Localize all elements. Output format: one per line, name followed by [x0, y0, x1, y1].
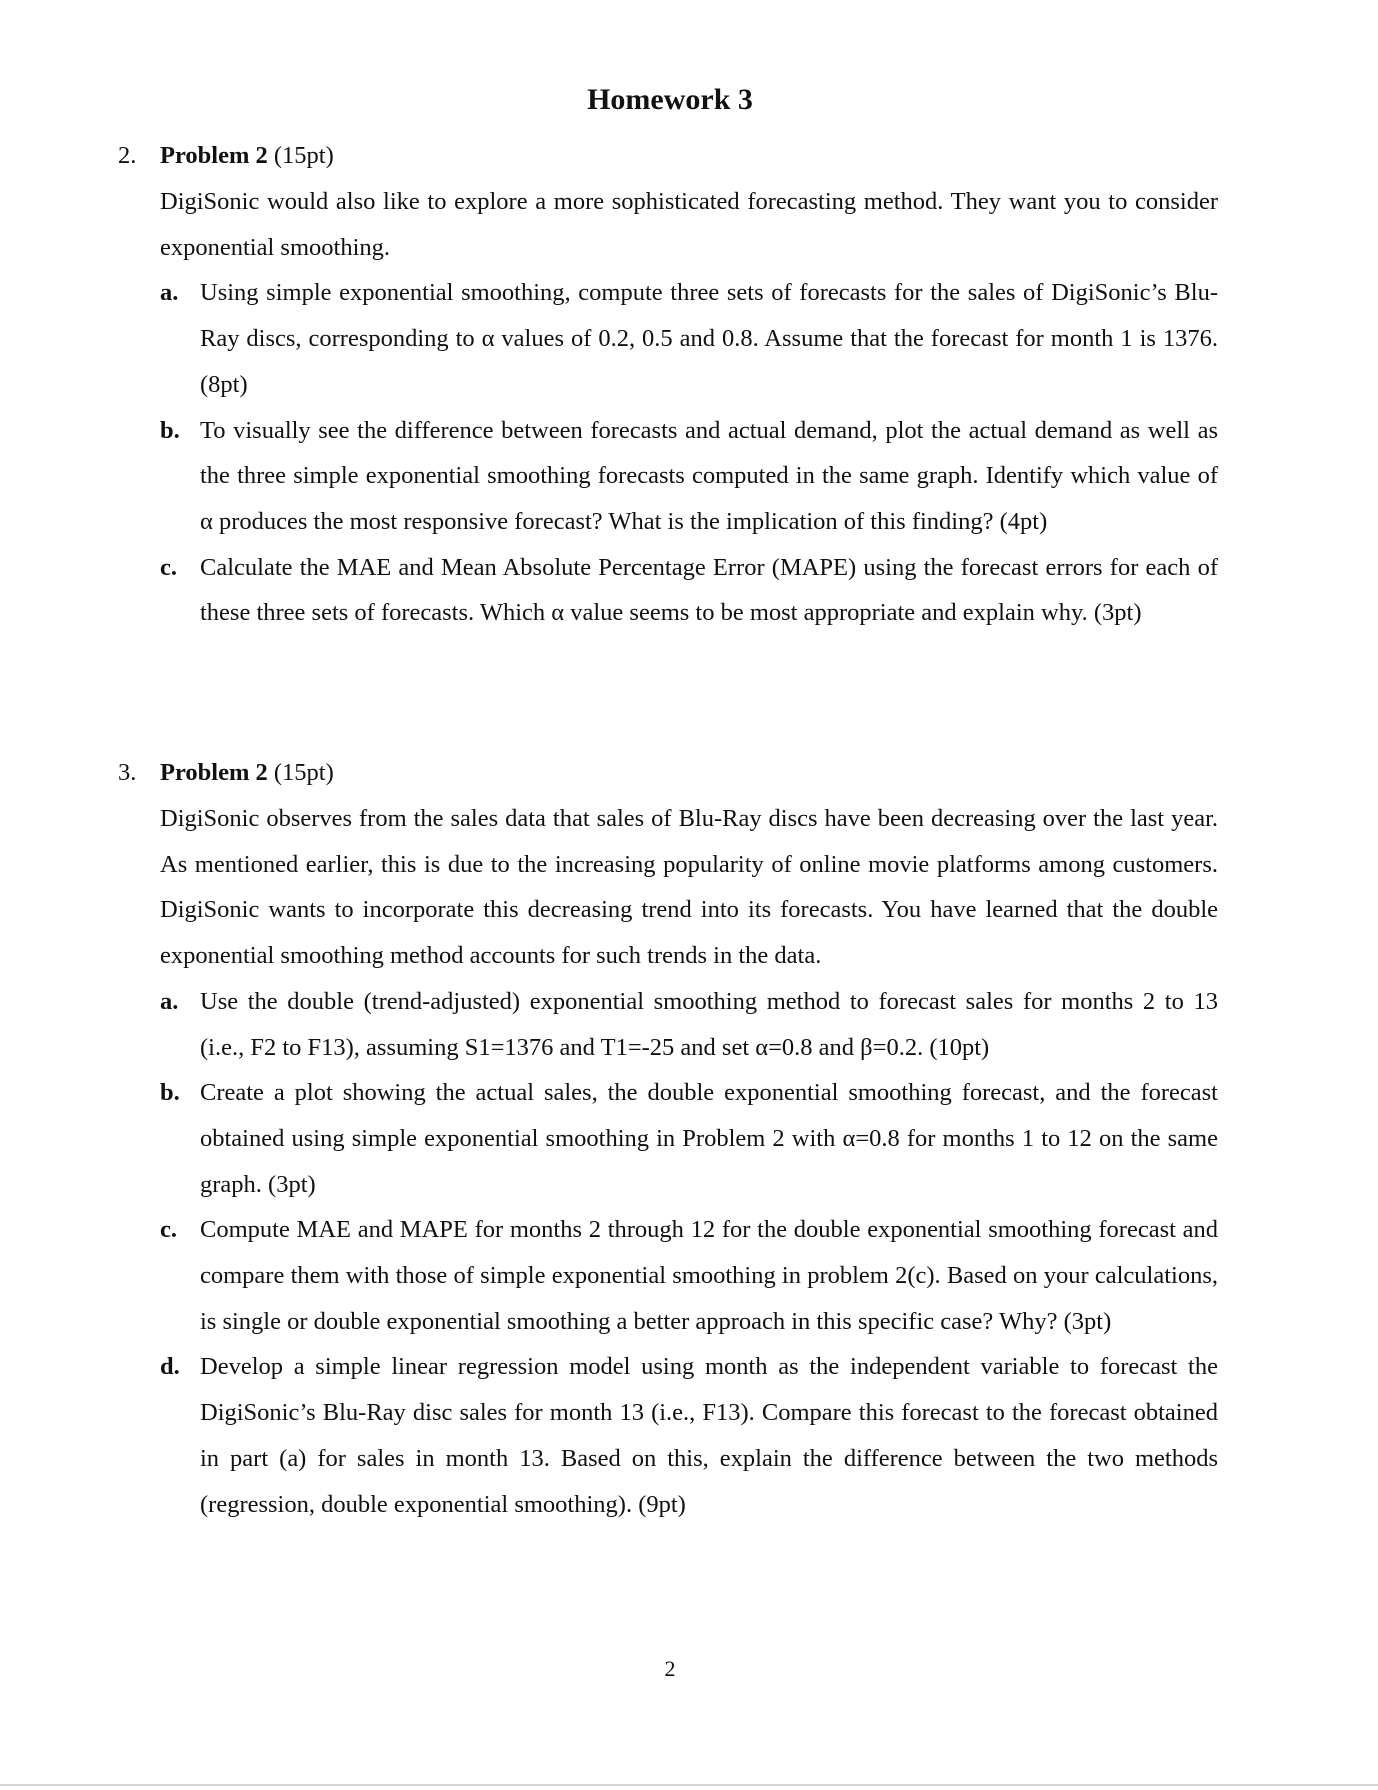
problem-intro: DigiSonic would also like to explore a more sophisticated forecasting method. They want you to consider exponential smoothing. [160, 188, 1218, 261]
item-letter: b. [160, 416, 180, 444]
item-text: Develop a simple linear regression model using month as the independent variable to forecast the DigiSonic’s Blu-Ray disc sales for month 13 (i.e., F13). Compare this forecast to the forecast obtained in part (a) for sales in month 13. Based on this, explain the difference between the two methods (regression, double exponential smoothing). (9pt) [200, 1353, 1218, 1518]
page-title: Homework 3 [587, 83, 753, 116]
problem-points: (15pt) [267, 759, 334, 786]
problem-points: (15pt) [267, 142, 334, 169]
item-letter: a. [160, 279, 179, 307]
item-letter: c. [160, 553, 177, 581]
problem-title: Problem 2 [160, 759, 268, 786]
item-text: Create a plot showing the actual sales, the double exponential smoothing forecast, and the forecast obtained using simple exponential smoothing in Problem 2 with α=0.8 for months 1 to 12 on the same graph. (3pt) [200, 1079, 1218, 1198]
problem-intro: DigiSonic observes from the sales data that sales of Blu-Ray discs have been decreasing over the last year. As mentioned earlier, this is due to the increasing popularity of online movie platforms among customers. DigiSonic wants to incorporate this decreasing trend into its forecasts. You have learned that the double exponential smoothing method accounts for such trends in the data. [160, 805, 1218, 970]
problem-item-c [160, 1207, 1218, 1344]
problem-item-b [160, 1070, 1218, 1207]
problem-heading [118, 133, 1218, 179]
problem-item-d [160, 1344, 1218, 1527]
problem-item-a [160, 979, 1218, 1070]
item-text: Compute MAE and MAPE for months 2 through 12 for the double exponential smoothing forecast and compare them with those of simple exponential smoothing in problem 2(c). Based on your calculations, is single or double exponential smoothing a better approach in this specific case? Why? (3pt) [200, 1216, 1218, 1335]
problem-number: 2. [118, 142, 137, 169]
problem-item-b [160, 408, 1218, 545]
page-number: 2 [664, 1656, 676, 1681]
item-letter: d. [160, 1353, 180, 1381]
item-letter: c. [160, 1216, 177, 1244]
problem-item-a [160, 270, 1218, 407]
problem-heading [118, 750, 1218, 796]
problem-section-3 [118, 750, 1218, 1527]
item-letter: b. [160, 1079, 180, 1107]
problem-item-c [160, 545, 1218, 636]
problem-section-2 [118, 133, 1218, 636]
item-text: Use the double (trend-adjusted) exponential smoothing method to forecast sales for months 2 to 13 (i.e., F2 to F13), assuming S1=1376 and T1=-25 and set α=0.8 and β=0.2. (10pt) [200, 987, 1218, 1061]
item-text: To visually see the difference between forecasts and actual demand, plot the actual demand as well as the three simple exponential smoothing forecasts computed in the same graph. Identify which value of α produces the most responsive forecast? What is the implication of this finding? (4pt) [200, 416, 1218, 535]
item-text: Calculate the MAE and Mean Absolute Percentage Error (MAPE) using the forecast errors for each of these three sets of forecasts. Which α value seems to be most appropriate and explain why. (3pt) [200, 553, 1218, 627]
problem-number: 3. [118, 759, 137, 786]
item-letter: a. [160, 987, 179, 1015]
problem-title: Problem 2 [160, 142, 268, 169]
item-text: Using simple exponential smoothing, compute three sets of forecasts for the sales of DigiSonic’s Blu-Ray discs, corresponding to α values of 0.2, 0.5 and 0.8. Assume that the forecast for month 1 is 1376. (8pt) [200, 279, 1218, 398]
page-divider [0, 1784, 1378, 1786]
